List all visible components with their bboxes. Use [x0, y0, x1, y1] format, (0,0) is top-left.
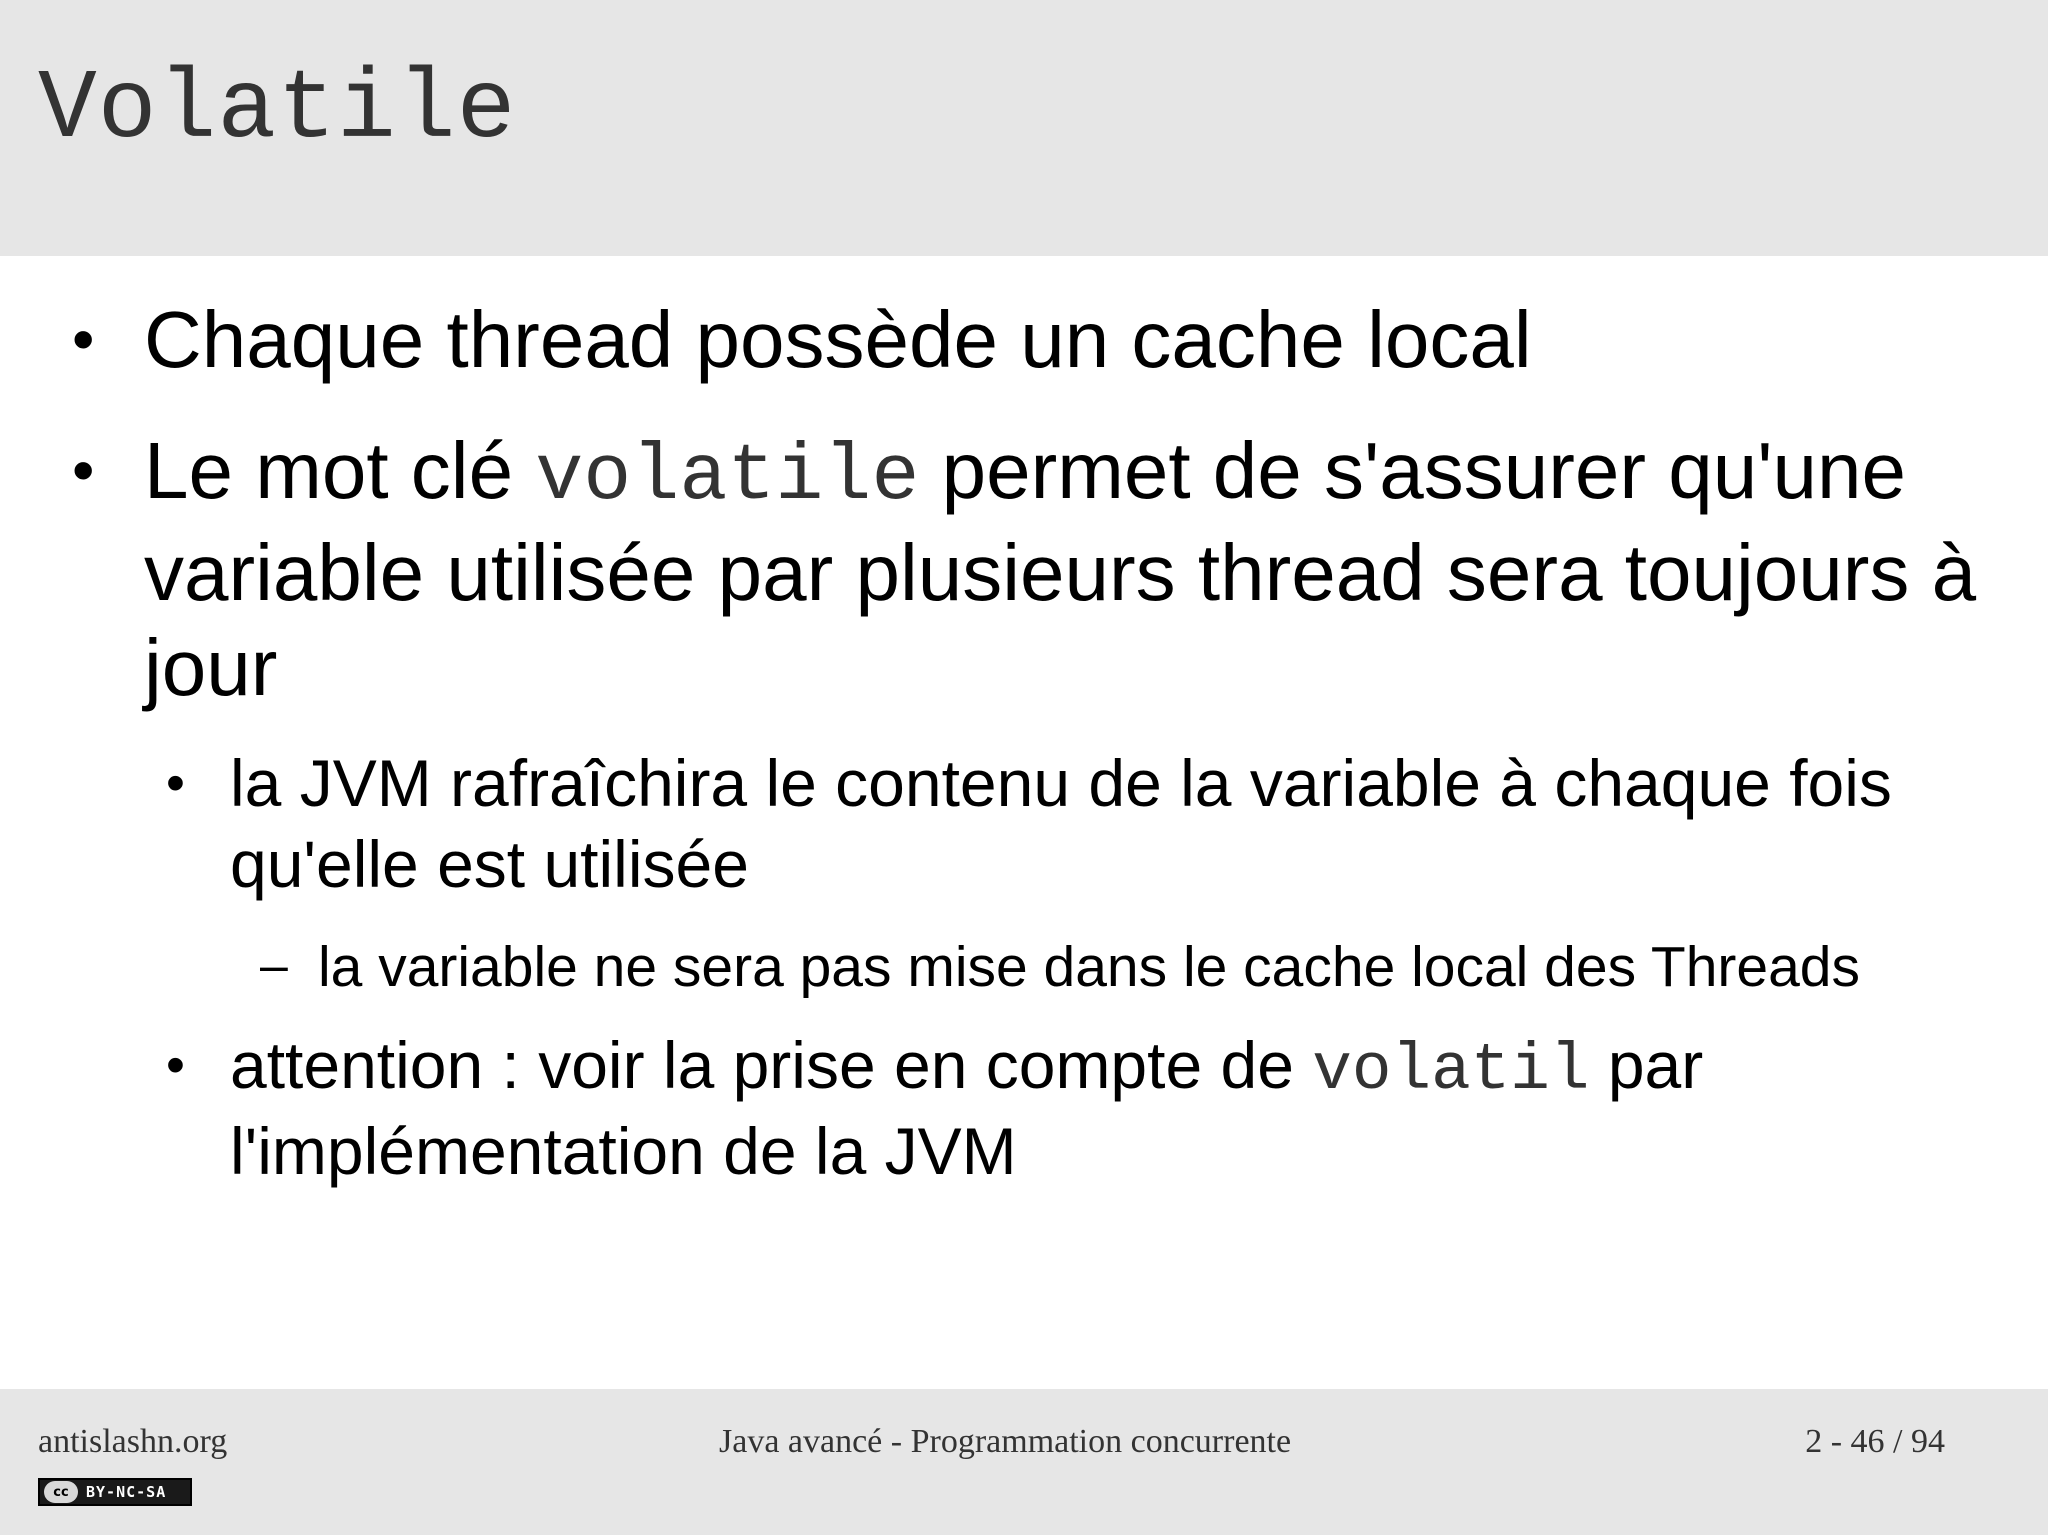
bullet-text-after: permet de s'assurer qu'une variable utilisée par plusieurs thread sera toujours à jour: [144, 426, 1977, 712]
cc-license-terms: BY-NC-SA: [86, 1483, 167, 1501]
footer-course-title: Java avancé - Programmation concurrente: [719, 1423, 1292, 1460]
bullet-dot-icon: •: [166, 1035, 185, 1095]
code-keyword: volatil: [1312, 1033, 1590, 1108]
sub-sub-bullet-text: la variable ne sera pas mise dans le cache local des Threads: [318, 935, 1860, 999]
sub-bullet-item: [166, 743, 2020, 905]
cc-license-icon: [38, 1478, 192, 1506]
bullet-text: Chaque thread possède un cache local: [144, 295, 1532, 384]
bullet-dot-icon: •: [72, 434, 95, 506]
cc-circle-icon: cc: [44, 1481, 78, 1503]
sub-bullet-text-before: attention : voir la prise en compte de: [230, 1028, 1313, 1102]
bullet-dot-icon: •: [72, 303, 95, 375]
slide-title: Volatile: [38, 55, 517, 166]
footer-site: antislashn.org: [38, 1423, 228, 1460]
bullet-text-before: Le mot clé: [144, 426, 536, 515]
dash-icon: –: [260, 937, 288, 993]
code-keyword: volatile: [535, 432, 920, 523]
sub-bullet-text-after: par l'implémentation de la JVM: [230, 1028, 1704, 1188]
footer-band: [0, 1389, 2048, 1535]
sub-bullet-text: la JVM rafraîchira le contenu de la variable à chaque fois qu'elle est utilisée: [230, 746, 1892, 901]
bullet-dot-icon: •: [166, 753, 185, 813]
sub-sub-bullet-item: [260, 933, 2038, 1001]
bullet-item: [72, 292, 2024, 387]
sub-bullet-item: [166, 1025, 2020, 1192]
footer-page-number: 2 - 46 / 94: [1805, 1423, 1945, 1460]
bullet-item: [72, 423, 2024, 715]
